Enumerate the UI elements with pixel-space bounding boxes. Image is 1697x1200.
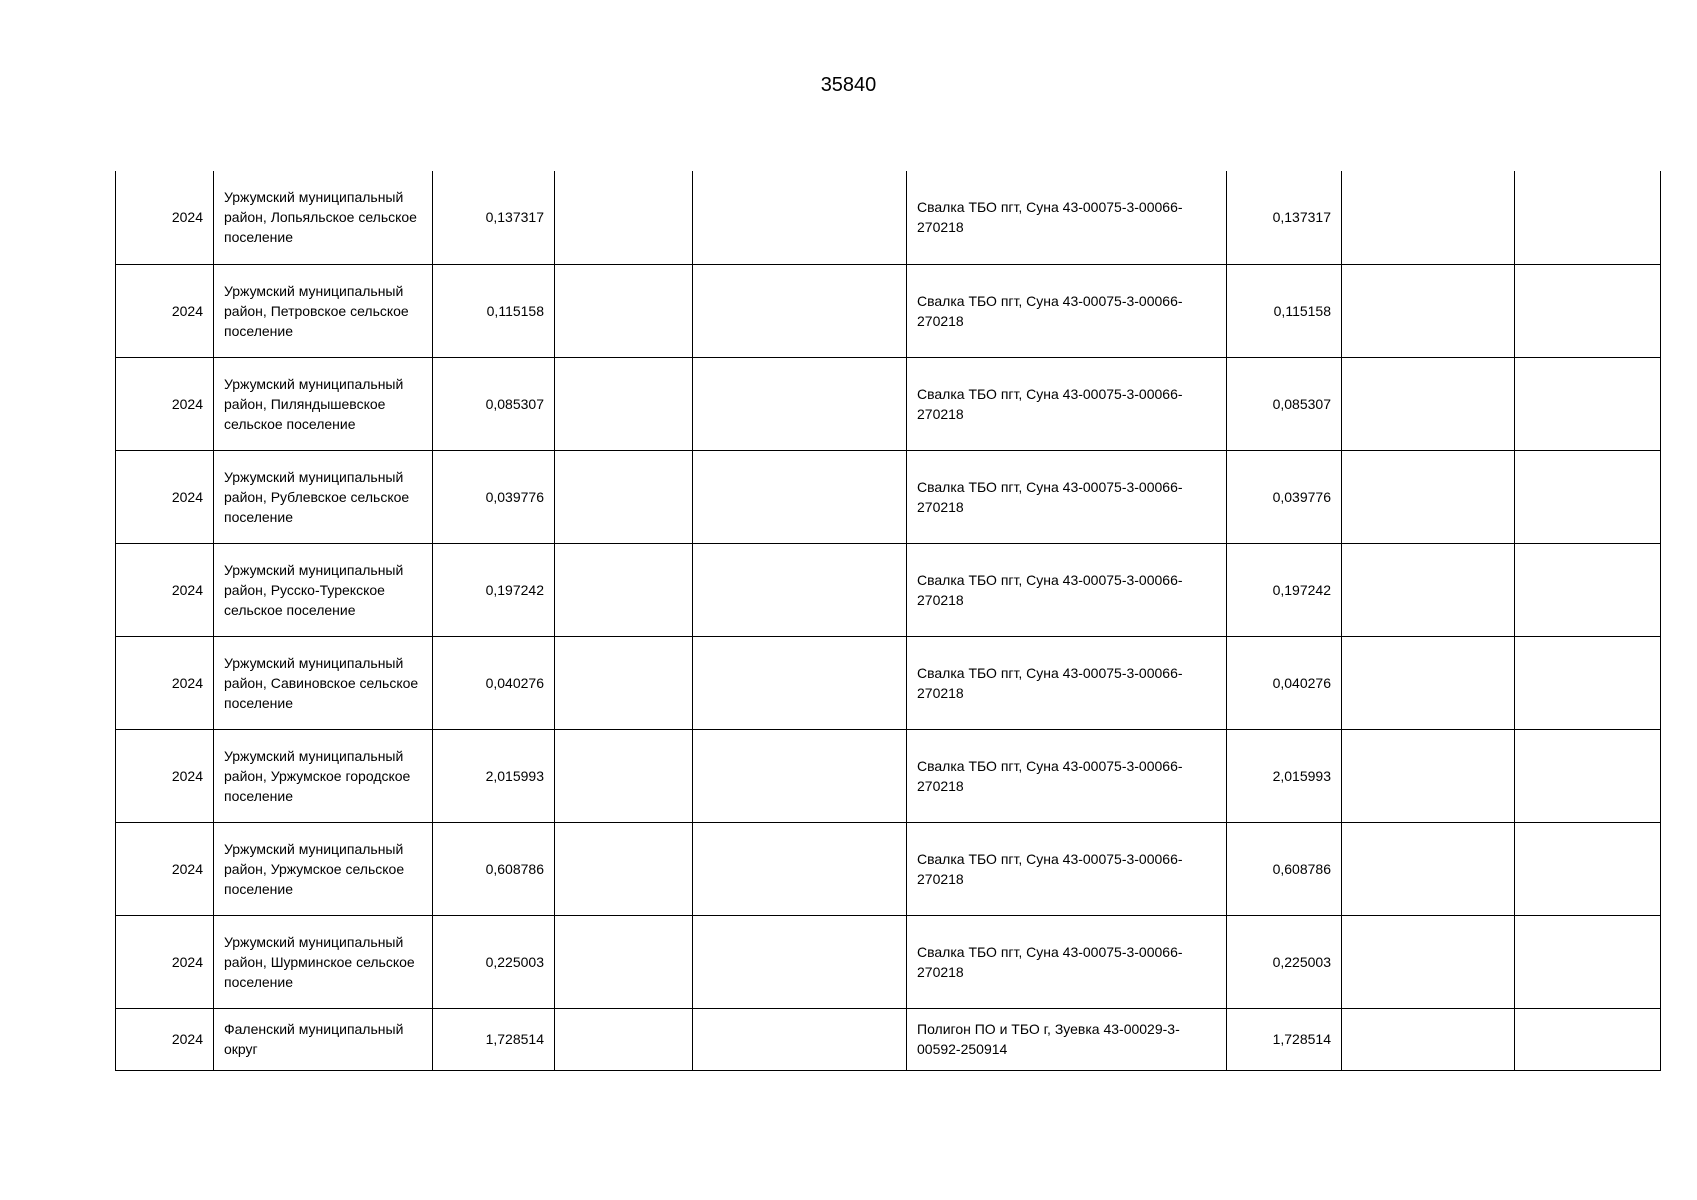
year-cell: 2024 xyxy=(116,171,214,264)
table-row xyxy=(116,171,1661,264)
data-table xyxy=(115,171,1661,1071)
facility-cell: Свалка ТБО пгт, Суна 43-00075-3-00066-270218 xyxy=(907,822,1227,915)
facility-volume-cell: 0,137317 xyxy=(1227,171,1342,264)
empty-cell xyxy=(555,357,693,450)
empty-cell xyxy=(1515,543,1661,636)
empty-cell xyxy=(1342,1008,1515,1070)
table-row xyxy=(116,264,1661,357)
facility-cell: Свалка ТБО пгт, Суна 43-00075-3-00066-270218 xyxy=(907,264,1227,357)
empty-cell xyxy=(555,543,693,636)
empty-cell xyxy=(1342,915,1515,1008)
volume-cell: 0,085307 xyxy=(433,357,555,450)
facility-cell: Свалка ТБО пгт, Суна 43-00075-3-00066-270218 xyxy=(907,357,1227,450)
facility-cell: Свалка ТБО пгт, Суна 43-00075-3-00066-270218 xyxy=(907,450,1227,543)
table-row xyxy=(116,729,1661,822)
empty-cell xyxy=(555,636,693,729)
empty-cell xyxy=(693,171,907,264)
facility-volume-cell: 0,085307 xyxy=(1227,357,1342,450)
facility-volume-cell: 0,225003 xyxy=(1227,915,1342,1008)
empty-cell xyxy=(555,450,693,543)
volume-cell: 0,137317 xyxy=(433,171,555,264)
facility-cell: Свалка ТБО пгт, Суна 43-00075-3-00066-270218 xyxy=(907,729,1227,822)
volume-cell: 0,115158 xyxy=(433,264,555,357)
table-row xyxy=(116,822,1661,915)
empty-cell xyxy=(1515,636,1661,729)
empty-cell xyxy=(1342,450,1515,543)
empty-cell xyxy=(555,264,693,357)
empty-cell xyxy=(693,450,907,543)
table-row xyxy=(116,357,1661,450)
territory-cell: Уржумский муниципальный район, Шурминское сельское поселение xyxy=(214,915,433,1008)
facility-volume-cell: 0,040276 xyxy=(1227,636,1342,729)
facility-cell: Полигон ПО и ТБО г, Зуевка 43-00029-3-00592-250914 xyxy=(907,1008,1227,1070)
year-cell: 2024 xyxy=(116,264,214,357)
year-cell: 2024 xyxy=(116,636,214,729)
empty-cell xyxy=(1515,822,1661,915)
table-row xyxy=(116,636,1661,729)
territory-cell: Уржумский муниципальный район, Уржумское сельское поселение xyxy=(214,822,433,915)
page-number: 35840 xyxy=(820,74,877,96)
volume-cell: 0,197242 xyxy=(433,543,555,636)
volume-cell: 0,040276 xyxy=(433,636,555,729)
year-cell: 2024 xyxy=(116,450,214,543)
empty-cell xyxy=(555,1008,693,1070)
territory-cell: Уржумский муниципальный район, Рублевское сельское поселение xyxy=(214,450,433,543)
facility-volume-cell: 2,015993 xyxy=(1227,729,1342,822)
empty-cell xyxy=(1515,729,1661,822)
empty-cell xyxy=(555,171,693,264)
facility-volume-cell: 0,197242 xyxy=(1227,543,1342,636)
empty-cell xyxy=(555,822,693,915)
empty-cell xyxy=(1342,636,1515,729)
empty-cell xyxy=(1342,729,1515,822)
empty-cell xyxy=(693,822,907,915)
facility-cell: Свалка ТБО пгт, Суна 43-00075-3-00066-270218 xyxy=(907,636,1227,729)
empty-cell xyxy=(693,543,907,636)
volume-cell: 1,728514 xyxy=(433,1008,555,1070)
territory-cell: Фаленский муниципальный округ xyxy=(214,1008,433,1070)
volume-cell: 0,225003 xyxy=(433,915,555,1008)
year-cell: 2024 xyxy=(116,1008,214,1070)
empty-cell xyxy=(693,636,907,729)
facility-volume-cell: 0,608786 xyxy=(1227,822,1342,915)
facility-cell: Свалка ТБО пгт, Суна 43-00075-3-00066-270218 xyxy=(907,915,1227,1008)
empty-cell xyxy=(1342,264,1515,357)
volume-cell: 2,015993 xyxy=(433,729,555,822)
table-row xyxy=(116,543,1661,636)
empty-cell xyxy=(1515,357,1661,450)
table-row xyxy=(116,1008,1661,1070)
volume-cell: 0,608786 xyxy=(433,822,555,915)
empty-cell xyxy=(555,729,693,822)
volume-cell: 0,039776 xyxy=(433,450,555,543)
empty-cell xyxy=(1515,915,1661,1008)
empty-cell xyxy=(1342,171,1515,264)
year-cell: 2024 xyxy=(116,357,214,450)
empty-cell xyxy=(1342,543,1515,636)
empty-cell xyxy=(693,1008,907,1070)
empty-cell xyxy=(693,264,907,357)
year-cell: 2024 xyxy=(116,915,214,1008)
empty-cell xyxy=(1342,357,1515,450)
empty-cell xyxy=(1515,171,1661,264)
empty-cell xyxy=(693,915,907,1008)
empty-cell xyxy=(1515,264,1661,357)
territory-cell: Уржумский муниципальный район, Савиновское сельское поселение xyxy=(214,636,433,729)
facility-cell: Свалка ТБО пгт, Суна 43-00075-3-00066-270218 xyxy=(907,543,1227,636)
territory-cell: Уржумский муниципальный район, Русско-Турекское сельское поселение xyxy=(214,543,433,636)
empty-cell xyxy=(693,729,907,822)
table-row xyxy=(116,915,1661,1008)
facility-cell: Свалка ТБО пгт, Суна 43-00075-3-00066-270218 xyxy=(907,171,1227,264)
territory-cell: Уржумский муниципальный район, Уржумское городское поселение xyxy=(214,729,433,822)
territory-cell: Уржумский муниципальный район, Петровское сельское поселение xyxy=(214,264,433,357)
empty-cell xyxy=(693,357,907,450)
empty-cell xyxy=(1342,822,1515,915)
empty-cell xyxy=(1515,1008,1661,1070)
empty-cell xyxy=(1515,450,1661,543)
territory-cell: Уржумский муниципальный район, Пиляндышевское сельское поселение xyxy=(214,357,433,450)
year-cell: 2024 xyxy=(116,543,214,636)
facility-volume-cell: 1,728514 xyxy=(1227,1008,1342,1070)
empty-cell xyxy=(555,915,693,1008)
facility-volume-cell: 0,115158 xyxy=(1227,264,1342,357)
year-cell: 2024 xyxy=(116,729,214,822)
territory-cell: Уржумский муниципальный район, Лопьяльское сельское поселение xyxy=(214,171,433,264)
year-cell: 2024 xyxy=(116,822,214,915)
table-row xyxy=(116,450,1661,543)
facility-volume-cell: 0,039776 xyxy=(1227,450,1342,543)
